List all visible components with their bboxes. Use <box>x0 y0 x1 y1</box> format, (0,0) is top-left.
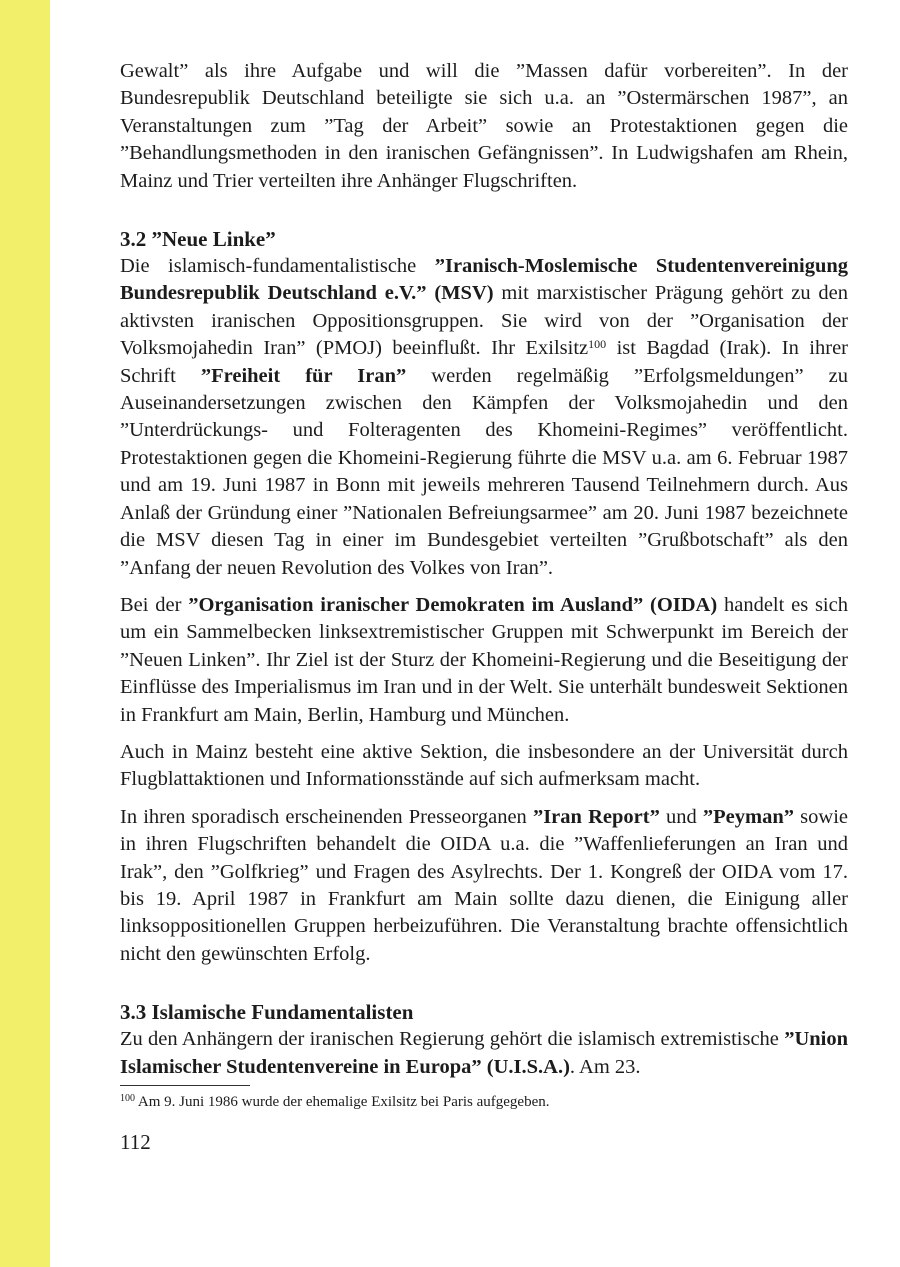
uisa-paragraph: Zu den Anhängern der iranischen Regierung gehört die islamisch extremistische ”Union Islamischer Studentenvereine in Europa” (U.I.S.A.). Am 23. <box>120 1028 848 1078</box>
page-body <box>120 58 848 1155</box>
page-number: 112 <box>120 1130 151 1154</box>
mainz-paragraph: Auch in Mainz besteht eine aktive Sektion, die insbesondere an der Universität durch Flugblattaktionen und Informationsstände auf sich aufmerksam macht. <box>120 740 848 791</box>
press-organ-2: ”Peyman” <box>702 805 795 828</box>
yellow-binding-strip <box>0 0 50 1267</box>
oida-paragraph: Bei der ”Organisation iranischer Demokraten im Ausland” (OIDA) handelt es sich um ein Sammelbecken linksextremistischer Gruppen mit Schwerpunkt im Bereich der ”Neuen Linken”. Ihr Ziel ist der Sturz der Khomeini-Regierung und die Beseitigung der Einflüsse des Imperialismus im Iran und in der Welt. Sie unterhält bundesweit Sektionen in Frankfurt am Main, Berlin, Hamburg und München. <box>120 593 848 726</box>
oida-name: ”Organisation iranischer Demokraten im Ausland” (OIDA) <box>188 593 718 616</box>
section-heading-3-2: 3.2 ”Neue Linke” <box>120 227 276 252</box>
footnote-number: 100 <box>120 1093 135 1104</box>
publication-title: ”Freiheit für Iran” <box>200 364 407 387</box>
msv-name: ”Iranisch-Moslemische Studentenvereinigung Bundesrepublik Deutschland e.V.” (MSV) <box>120 255 848 305</box>
footnote-divider <box>120 1085 250 1086</box>
press-paragraph: In ihren sporadisch erscheinenden Presseorganen ”Iran Report” und ”Peyman” sowie in ihren Flugschriften behandelt die OIDA u.a. die ”Waffenlieferungen an Iran und Irak”, den ”Golfkrieg” und Fragen des Asylrechts. Der 1. Kongreß der OIDA vom 17. bis 19. April 1987 in Frankfurt am Main sollte dazu dienen, die Einigung aller linksoppositionellen Gruppen herbeizuführen. Die Veranstaltung brachte offensichtlich nicht den gewünschten Erfolg. <box>120 805 849 965</box>
section-heading-3-3: 3.3 Islamische Fundamentalisten <box>120 1000 414 1025</box>
msv-paragraph: Die islamisch-fundamentalistische ”Iranisch-Moslemische Studentenvereinigung Bundesrepublik Deutschland e.V.” (MSV) mit marxistischer Prägung gehört zu den aktivsten iranischen Oppositionsgruppen. Sie wird von der ”Organisation der Volksmojahedin Iran” (PMOJ) beeinflußt. Ihr Exilsitz$^{100}$ ist Bagdad (Irak). In ihrer Schrift ”Freiheit für Iran” werden regelmäßig ”Erfolgsmeldungen” zu Auseinandersetzungen zwischen den Kämpfen der Volksmojahedin und den ”Unterdrückungs- und Folteragenten des Khomeini-Regimes” veröffentlicht. Protestaktionen gegen die Khomeini-Regierung führte die MSV u.a. am 6. Februar 1987 und am 19. Juni 1987 in Bonn mit jeweils mehreren Tausend Teilnehmern durch. Aus Anlaß der Gründung einer ”Nationalen Befreiungsarmee” am 20. Juni 1987 bezeichnete die MSV diesen Tag in einer im Bundesgebiet verteilten ”Grußbotschaft” als den ”Anfang der neuen Revolution des Volkes von Iran”. <box>120 255 849 579</box>
footnote-ref: 100 <box>588 337 607 352</box>
intro-paragraph: Gewalt” als ihre Aufgabe und will die ”Massen dafür vorbereiten”. In der Bundesrepublik Deutschland beteiligte sie sich u.a. an ”Ostermärschen 1987”, an Veranstaltungen zum ”Tag der Arbeit” sowie an Protestaktionen gegen die ”Behandlungsmethoden in den iranischen Gefängnissen”. In Ludwigshafen am Rhein, Mainz und Trier verteilten ihre Anhänger Flugschriften. <box>120 60 848 192</box>
uisa-name: ”Union Islamischer Studentenvereine in Europa” (U.I.S.A.) <box>120 1028 848 1078</box>
press-organ-1: ”Iran Report” <box>532 805 660 828</box>
footnote: $^{100}$ Am 9. Juni 1986 wurde der ehemalige Exilsitz bei Paris aufgegeben. <box>120 1093 550 1110</box>
